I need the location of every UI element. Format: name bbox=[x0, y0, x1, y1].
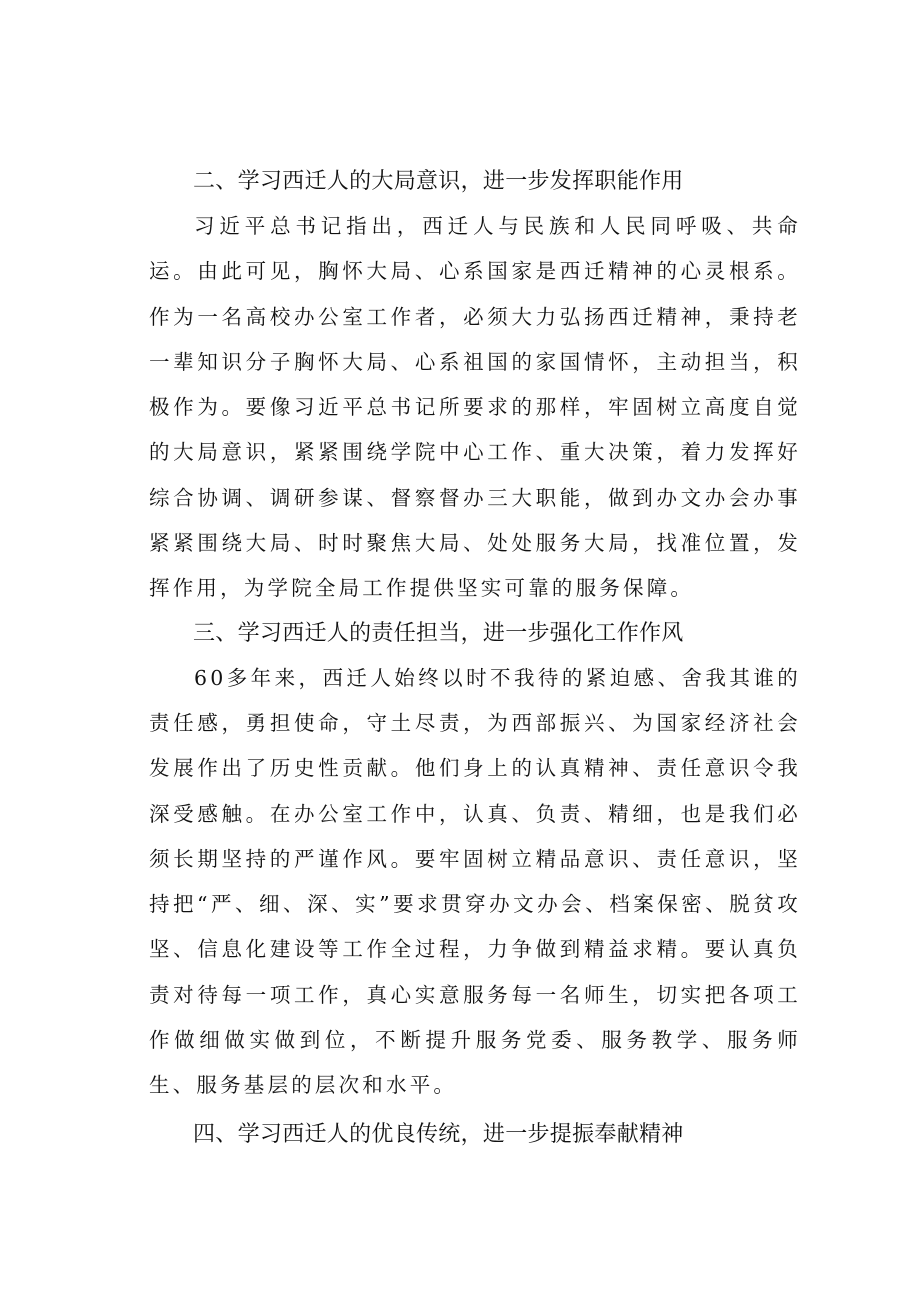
section-heading-4: 四、学习西迁人的优良传统，进一步提振奉献精神 bbox=[193, 1121, 684, 1147]
section-heading-2: 二、学习西迁人的大局意识，进一步发挥职能作用 bbox=[193, 169, 684, 194]
section-paragraph-3: 60多年来，西迁人始终以时不我待的紧迫感、舍我其谁的责任感，勇担使命，守土尽责，为西部振兴、为国家经济社会发展作出了历史性贡献。他们身上的认真精神、责任意识令我深受感触。在办公室工作中，认真、负责、精细，也是我们必须长期坚持的严谨作风。要牢固树立精品意识、责任意识，坚持把“严、细、深、实”要求贯穿办文办会、档案保密、脱贫攻坚、信息化建设等工作全过程，力争做到精益求精。要认真负责对待每一项工作，真心实意服务每一名师生，切实把各项工作做细做实做到位，不断提升服务党委、服务教学、服务师生、服务基层的层次和水平。 bbox=[149, 665, 801, 1098]
document-body bbox=[149, 160, 801, 1157]
section-heading-3: 三、学习西迁人的责任担当，进一步强化工作作风 bbox=[193, 620, 684, 646]
section-paragraph-2: 习近平总书记指出，西迁人与民族和人民同呼吸、共命运。由此可见，胸怀大局、心系国家是西迁精神的心灵根系。作为一名高校办公室工作者，必须大力弘扬西迁精神，秉持老一辈知识分子胸怀大局、心系祖国的家国情怀，主动担当，积极作为。要像习近平总书记所要求的那样，牢固树立高度自觉的大局意识，紧紧围绕学院中心工作、重大决策，着力发挥好综合协调、调研参谋、督察督办三大职能，做到办文办会办事紧紧围绕大局、时时聚焦大局、处处服务大局，找准位置，发挥作用，为学院全局工作提供坚实可靠的服务保障。 bbox=[149, 214, 801, 601]
